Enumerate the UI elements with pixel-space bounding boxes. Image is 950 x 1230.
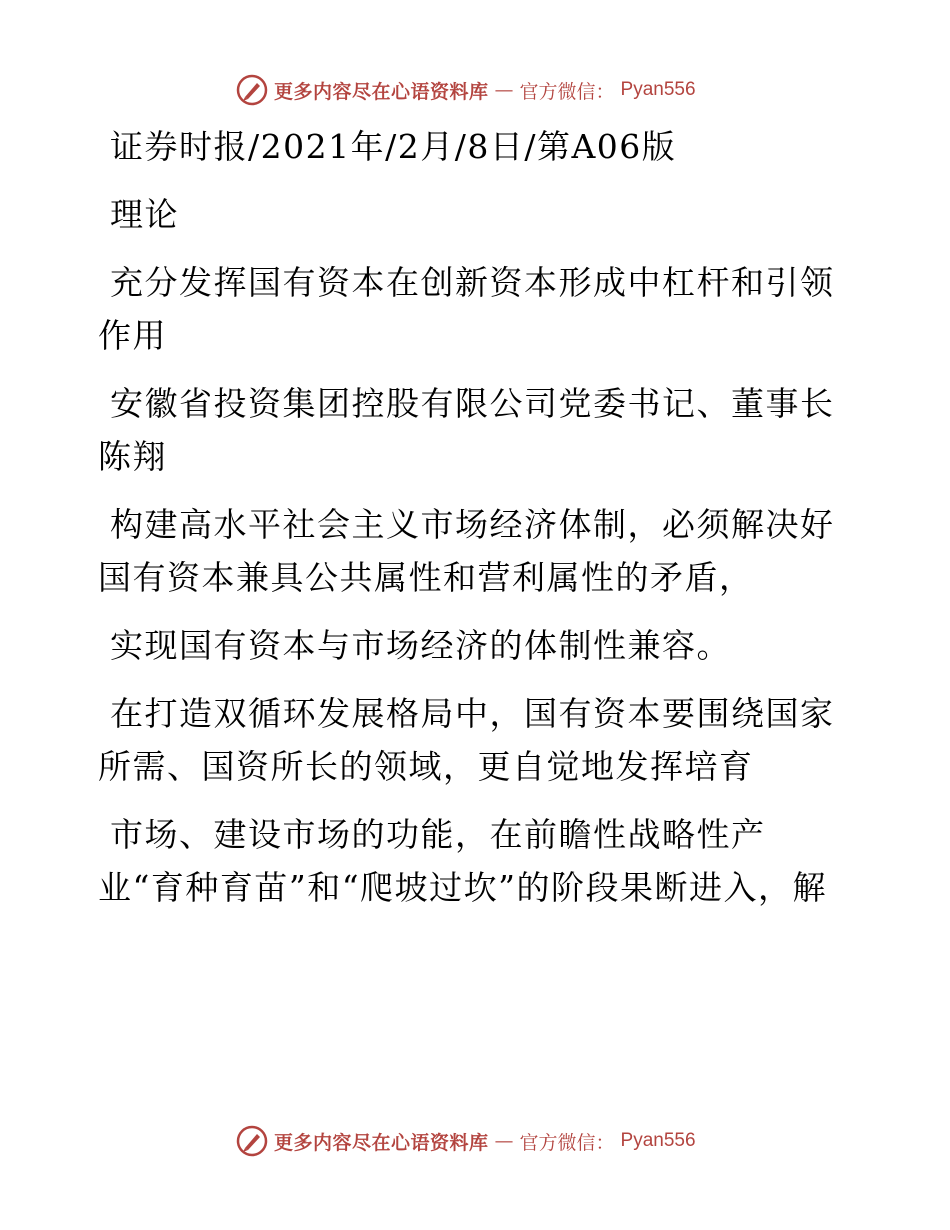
pen-logo-icon: [236, 1125, 268, 1157]
headline: 充分发挥国有资本在创新资本形成中杠杆和引领作用: [98, 263, 835, 355]
pen-logo-icon: [236, 74, 268, 106]
paragraph: 在打造双循环发展格局中，国有资本要围绕国家所需、国资所长的领域，更自觉地发挥培育: [98, 694, 835, 786]
watermark-wechat-id: Pyan556: [620, 79, 696, 100]
watermark-header: [236, 73, 696, 107]
paragraph: 构建高水平社会主义市场经济体制，必须解决好国有资本兼具公共属性和营利属性的矛盾，: [98, 505, 835, 597]
article-body: [98, 120, 838, 929]
byline: 安徽省投资集团控股有限公司党委书记、董事长陈翔: [98, 384, 835, 476]
watermark-separator: —: [494, 79, 514, 101]
source-line: 证券时报/2021年/2月/8日/第A06版: [110, 127, 677, 166]
watermark-wechat-id: Pyan556: [620, 1130, 696, 1151]
watermark-footer: [236, 1124, 696, 1158]
paragraph: 市场、建设市场的功能，在前瞻性战略性产业“育种育苗”和“爬坡过坎”的阶段果断进入，解: [98, 815, 827, 907]
watermark-separator: —: [494, 1130, 514, 1152]
watermark-wechat-label: 官方微信：: [519, 80, 615, 103]
paragraph: 实现国有资本与市场经济的体制性兼容。: [110, 626, 731, 665]
watermark-text: 更多内容尽在心语资料库: [274, 80, 489, 103]
section-label: 理论: [110, 195, 179, 234]
watermark-wechat-label: 官方微信：: [519, 1131, 615, 1154]
watermark-text: 更多内容尽在心语资料库: [274, 1131, 489, 1154]
